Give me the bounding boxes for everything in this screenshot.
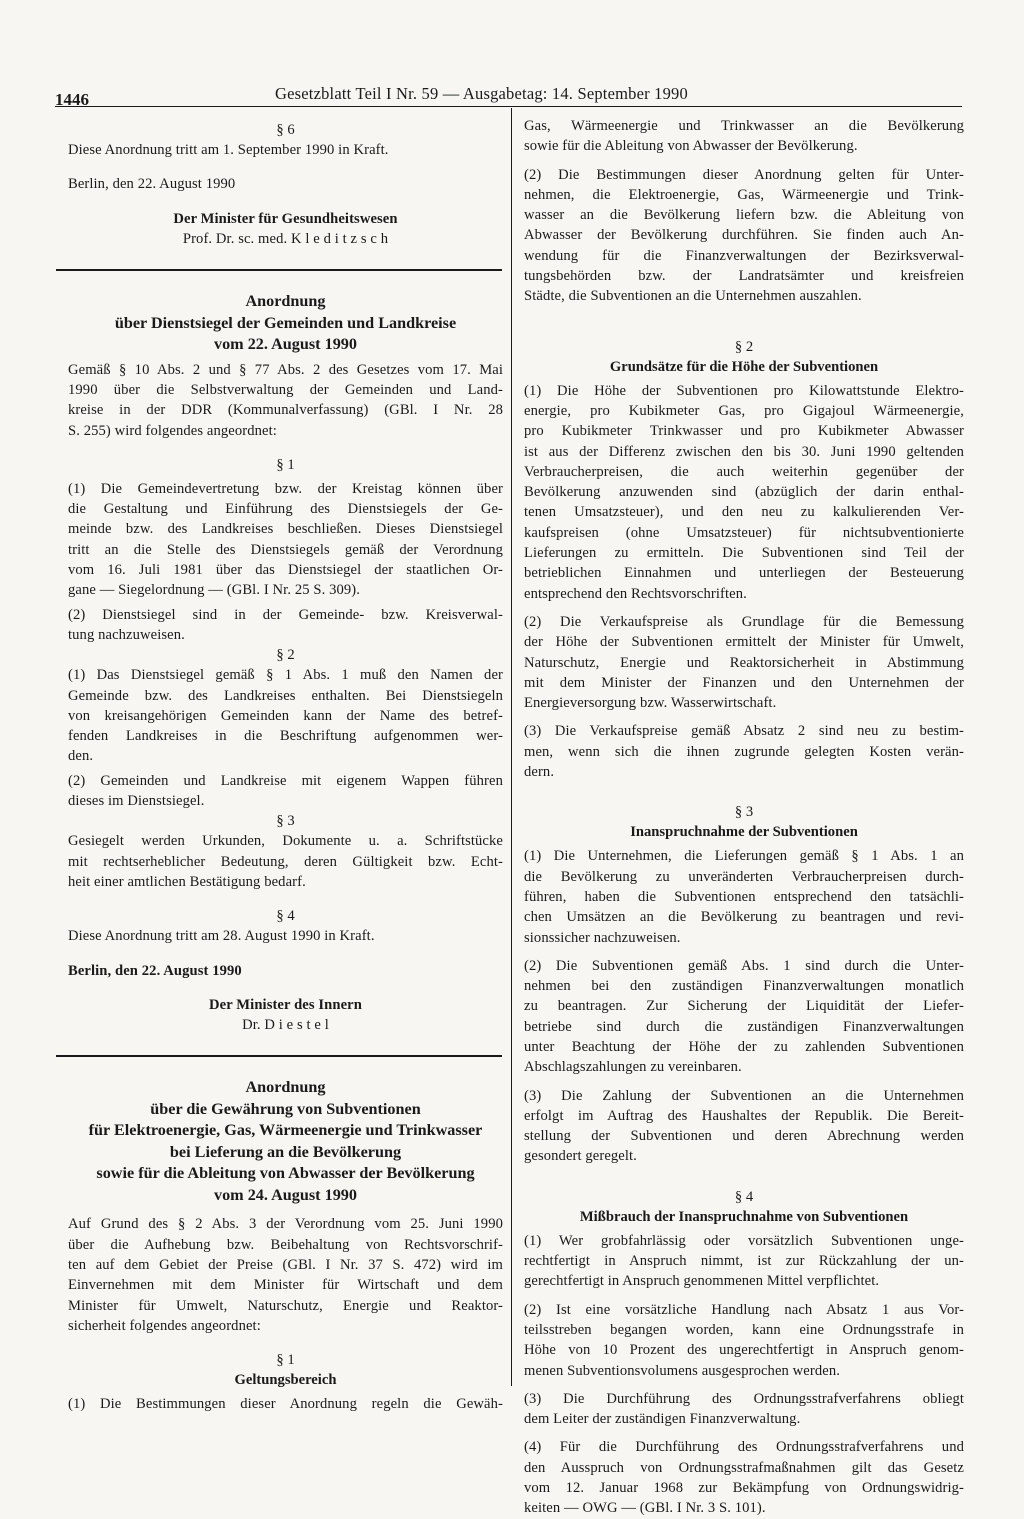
paragraph — [524, 1231, 964, 1292]
paragraph — [524, 165, 964, 307]
text-line: Auf Grund des § 2 Abs. 3 der Verordnung vom 25. Juni 1990 — [68, 1216, 503, 1233]
text-line: Lieferungen zu ermitteln. Die Subventionen sind Teil der — [524, 545, 964, 562]
text-line: heit einer amtlichen Bestätigung bedarf. — [68, 873, 306, 890]
text-line: über die Gewährung von Subventionen — [150, 1099, 421, 1118]
text-line: Gemeinde bzw. des Landkreises enthalten. Bei Dienstsiegeln — [68, 687, 503, 704]
text-line: pro Kubikmeter Trinkwasser und pro Kubikmeter Abwasser — [524, 423, 964, 440]
paragraph — [524, 612, 964, 713]
text-line: rechtfertigt in Anspruch nimmt, ist zur Rückzahlung der un- — [524, 1253, 964, 1270]
text-line: (2) Die Verkaufspreise als Grundlage für die Bemessung — [524, 613, 964, 630]
text-line: Höhe von 10 Prozent des ungerechtfertigt in Anspruch genom- — [524, 1342, 964, 1359]
paragraph — [68, 605, 503, 646]
text-line: kaufspreisen (ohne Umsatzsteuer) für nichtsubventionierte — [524, 524, 964, 541]
paragraph-line: Diese Anordnung tritt am 1. September 1990 in Kraft. — [68, 142, 389, 158]
text-line: (3) Die Durchführung des Ordnungsstrafverfahrens obliegt — [524, 1390, 964, 1407]
text-line: (2) Die Subventionen gemäß Abs. 1 sind durch die Unter- — [524, 957, 964, 974]
ordinance-title — [68, 1077, 503, 1206]
paragraph — [524, 721, 964, 782]
text-line: Städte, die Subventionen an die Unternehmen auszahlen. — [524, 288, 862, 305]
text-line: tritt an die Stelle des Dienstsiegels gemäß der Verordnung — [68, 541, 503, 558]
text-line: bei Lieferung an die Bevölkerung — [169, 1142, 402, 1161]
text-line: nehmen, die Elektroenergie, Gas, Wärmeenergie und Trink- — [524, 186, 964, 203]
text-line: (1) Das Dienstsiegel gemäß § 1 Abs. 1 muß den Namen der — [68, 667, 503, 684]
text-line: 1990 über die Selbstverwaltung der Gemeinden und Land- — [68, 381, 503, 398]
text-line: gerechtfertigt in Anspruch genommenen Mittel verpflichtet. — [524, 1273, 880, 1290]
section-number: § 2 — [734, 338, 754, 355]
signer-name: Prof. Dr. sc. med. K l e d i t z s c h — [182, 230, 389, 247]
text-line: (2) Gemeinden und Landkreise mit eigenem Wappen führen — [68, 772, 503, 789]
paragraph — [524, 956, 964, 1078]
section-number: § 3 — [734, 804, 754, 821]
paragraph — [68, 771, 503, 812]
text-line: tenen Umsatzsteuer), und den neu zu kalkulierenden Ver- — [524, 504, 964, 521]
text-line: (3) Die Verkaufspreise gemäß Absatz 2 sind neu zu bestim- — [524, 723, 964, 740]
place-date: Berlin, den 22. August 1990 — [68, 176, 236, 193]
right-column — [524, 116, 964, 1519]
preamble — [68, 1214, 503, 1336]
paragraph — [524, 846, 964, 947]
section-number: § 4 — [734, 1188, 754, 1205]
text-line: stellung der Subventionen und deren Abrechnung werden — [524, 1128, 964, 1145]
text-line: gesondert geregelt. — [524, 1148, 637, 1165]
text-line: führen, haben die Subventionen entsprechend den tatsächli- — [524, 888, 964, 905]
text-line: nehmen bei den zuständigen Finanzverwaltungen monatlich — [524, 978, 964, 995]
section-number: § 6 — [276, 122, 295, 138]
text-line: (4) Für die Durchführung des Ordnungsstrafverfahrens und — [524, 1439, 964, 1456]
text-line: sicherheit folgendes angeordnet: — [68, 1317, 261, 1334]
text-line: Naturschutz, Energie und Reaktorsicherheit in Abstimmung — [524, 654, 964, 671]
text-line: Anordnung — [245, 292, 326, 311]
text-line: (2) Dienstsiegel sind in der Gemeinde- bzw. Kreisverwal- — [68, 606, 503, 623]
text-line: den Ausspruch von Ordnungsstrafmaßnahmen gilt das Gesetz — [524, 1459, 964, 1476]
text-line: die Gestaltung und Einführung des Dienstsiegels der Ge- — [68, 501, 503, 518]
text-line: sionssicher nachzuweisen. — [524, 929, 681, 946]
text-line: mit rechtserheblicher Bedeutung, deren Gültigkeit bzw. Echt- — [68, 853, 503, 870]
paragraph — [524, 1389, 964, 1430]
ordinance-title — [68, 291, 503, 356]
text-line: dern. — [524, 764, 555, 781]
section-number: § 1 — [276, 1352, 295, 1369]
text-line: Gas, Wärmeenergie und Trinkwasser an die Bevölkerung — [524, 118, 964, 134]
text-line: erfolgt im Auftrag des Haushaltes der Republik. Die Bereit- — [524, 1107, 964, 1124]
text-line: mit dem Minister der Finanzen und den Unternehmen der — [524, 674, 964, 691]
section-number: § 1 — [276, 456, 295, 473]
paragraph — [524, 1437, 964, 1518]
paragraph — [524, 116, 964, 157]
preamble — [68, 360, 503, 441]
text-line: vom 12. Januar 1968 zur Bekämpfung von Ordnungswidrig- — [524, 1480, 964, 1497]
text-line: dieses im Dienstsiegel. — [68, 793, 205, 810]
section-heading: Mißbrauch der Inanspruchnahme von Subventionen — [579, 1208, 909, 1225]
paragraph-line: (1) Die Bestimmungen dieser Anordnung regeln die Gewäh- — [68, 1396, 503, 1413]
text-line: (1) Die Höhe der Subventionen pro Kilowattstunde Elektro- — [524, 382, 964, 399]
text-line: Einvernehmen mit dem Minister für Wirtschaft und dem — [68, 1277, 503, 1294]
text-line: über Dienstsiegel der Gemeinden und Landkreise — [114, 313, 457, 332]
text-line: sowie für die Ableitung von Abwasser der Bevölkerung — [96, 1164, 475, 1183]
signer-name: Dr. D i e s t e l — [242, 1017, 329, 1034]
text-line: menen Subventionsvolumens ausgesprochen werden. — [524, 1362, 840, 1379]
paragraph — [524, 1086, 964, 1167]
text-line: von kreisangehörigen Gemeinden kann der Name des betref- — [68, 707, 503, 724]
section-heading: Grundsätze für die Höhe der Subventionen — [609, 358, 879, 375]
text-line: vom 16. Juli 1981 über das Dienstsiegel der staatlichen Or- — [68, 562, 503, 579]
paragraph — [68, 831, 503, 892]
text-line: Anordnung — [245, 1078, 326, 1097]
header-title: Gesetzblatt Teil I Nr. 59 — Ausgabetag: 14. September 1990 — [275, 84, 688, 103]
section-number: § 3 — [276, 813, 295, 830]
text-line: entsprechend den Rechtsvorschriften. — [524, 585, 747, 602]
text-line: chen Umsätzen an die Bevölkerung zu beantragen und revi- — [524, 909, 964, 926]
text-line: (2) Ist eine vorsätzliche Handlung nach Absatz 1 aus Vor- — [524, 1301, 964, 1318]
text-line: vom 24. August 1990 — [213, 1185, 357, 1204]
text-line: der Höhe der Subventionen ermittelt der Minister für Umwelt, — [524, 634, 964, 651]
text-line: Abwasser der Bevölkerung durchführen. Sie finden auch An- — [524, 227, 964, 244]
text-line: tung nachzuweisen. — [68, 626, 185, 643]
text-line: Verbraucherpreisen, die auch weiterhin gegenüber der — [524, 463, 964, 480]
text-line: Bevölkerung anzuwenden sind (abzüglich der darin enthal- — [524, 484, 964, 501]
text-line: Gesiegelt werden Urkunden, Dokumente u. a. Schriftstücke — [68, 833, 503, 850]
text-line: betrieblichen Einnahmen und unterliegen der Besteuerung — [524, 565, 964, 582]
paragraph — [524, 1300, 964, 1381]
text-line: zu beantragen. Zur Sicherung der Liquidität der Liefer- — [524, 998, 964, 1015]
section-heading: Geltungsbereich — [234, 1372, 337, 1389]
text-line: über die Aufhebung bzw. Beibehaltung von Rechtsvorschrif- — [68, 1236, 503, 1253]
paragraph-line: Diese Anordnung tritt am 28. August 1990 in Kraft. — [68, 928, 375, 945]
text-line: für Elektroenergie, Gas, Wärmeenergie und Trinkwasser — [88, 1121, 483, 1140]
text-line: energie, pro Kubikmeter Gas, pro Gigajoul Wärmeenergie, — [524, 402, 964, 419]
text-line: fenden Landkreises in die Beschriftung aufgenommen wer- — [68, 728, 503, 745]
text-line: dem Leiter der zuständigen Finanzverwaltung. — [524, 1411, 801, 1428]
text-line: betriebe sind durch die zuständigen Finanzverwaltungen — [524, 1018, 964, 1035]
text-line: teilsstreben begangen worden, kann eine Ordnungsstrafe in — [524, 1321, 964, 1338]
signer-title: Der Minister für Gesundheitswesen — [173, 210, 398, 227]
text-line: S. 255) wird folgendes angeordnet: — [68, 422, 277, 439]
text-line: ist aus der Differenz zwischen den bis 30. Juni 1990 geltenden — [524, 443, 964, 460]
place-date: Berlin, den 22. August 1990 — [68, 962, 242, 979]
paragraph — [68, 479, 503, 601]
page-header — [55, 84, 962, 107]
text-line: Energieversorgung bzw. Wasserwirtschaft. — [524, 695, 777, 712]
text-line: wendung für die Finanzverwaltungen der Bezirksverwal- — [524, 247, 964, 264]
text-line: gane — Siegelordnung — (GBl. I Nr. 25 S. 309). — [68, 582, 360, 599]
section-heading: Inanspruchnahme der Subventionen — [630, 824, 858, 841]
text-line: men, wenn sich die ihnen zugrunde gelegten Kosten verän- — [524, 743, 964, 760]
section-number: § 4 — [276, 908, 295, 925]
column-divider — [511, 108, 512, 1386]
text-line: Abschlagszahlungen zu vereinbaren. — [524, 1059, 742, 1076]
text-line: die Bevölkerung zu unveränderten Verbraucherpreisen durch- — [524, 868, 964, 885]
paragraph — [68, 665, 503, 766]
text-line: (2) Die Bestimmungen dieser Anordnung gelten für Unter- — [524, 166, 964, 183]
left-column — [68, 120, 503, 1414]
text-line: wasser an die Bevölkerung liefern bzw. die Ableitung von — [524, 207, 964, 224]
text-line: kreise in der DDR (Kommunalverfassung) (GBl. I Nr. 28 — [68, 402, 503, 419]
text-line: (1) Wer grobfahrlässig oder vorsätzlich Subventionen unge- — [524, 1232, 964, 1249]
text-line: (1) Die Gemeindevertretung bzw. der Kreistag können über — [68, 480, 503, 497]
paragraph — [524, 381, 964, 604]
page-number: 1446 — [55, 90, 89, 109]
text-line: Minister für Umwelt, Naturschutz, Energie und Reaktor- — [68, 1297, 503, 1314]
text-line: keiten — OWG — (GBl. I Nr. 3 S. 101). — [524, 1500, 766, 1517]
signer-title: Der Minister des Innern — [209, 996, 362, 1013]
text-line: vom 22. August 1990 — [213, 335, 357, 354]
text-line: unter Beachtung der Höhe der zu zahlenden Subventionen — [524, 1038, 964, 1055]
text-line: ten auf dem Gebiet der Preise (GBl. I Nr. 37 S. 472) wird im — [68, 1257, 503, 1273]
section-number: § 2 — [276, 647, 295, 664]
text-line: tungsbehörden bzw. der Landratsämter und kreisfreien — [524, 268, 964, 285]
text-line: Gemäß § 10 Abs. 2 und § 77 Abs. 2 des Gesetzes vom 17. Mai — [68, 361, 503, 378]
text-line: sowie für die Ableitung von Abwasser der Bevölkerung. — [524, 138, 858, 155]
text-line: den. — [68, 748, 94, 765]
text-line: meinde bzw. des Landkreises beschließen. Dieses Dienstsiegel — [68, 521, 503, 538]
text-line: (3) Die Zahlung der Subventionen an die Unternehmen — [524, 1087, 964, 1104]
text-line: (1) Die Unternehmen, die Lieferungen gemäß § 1 Abs. 1 an — [524, 848, 964, 865]
